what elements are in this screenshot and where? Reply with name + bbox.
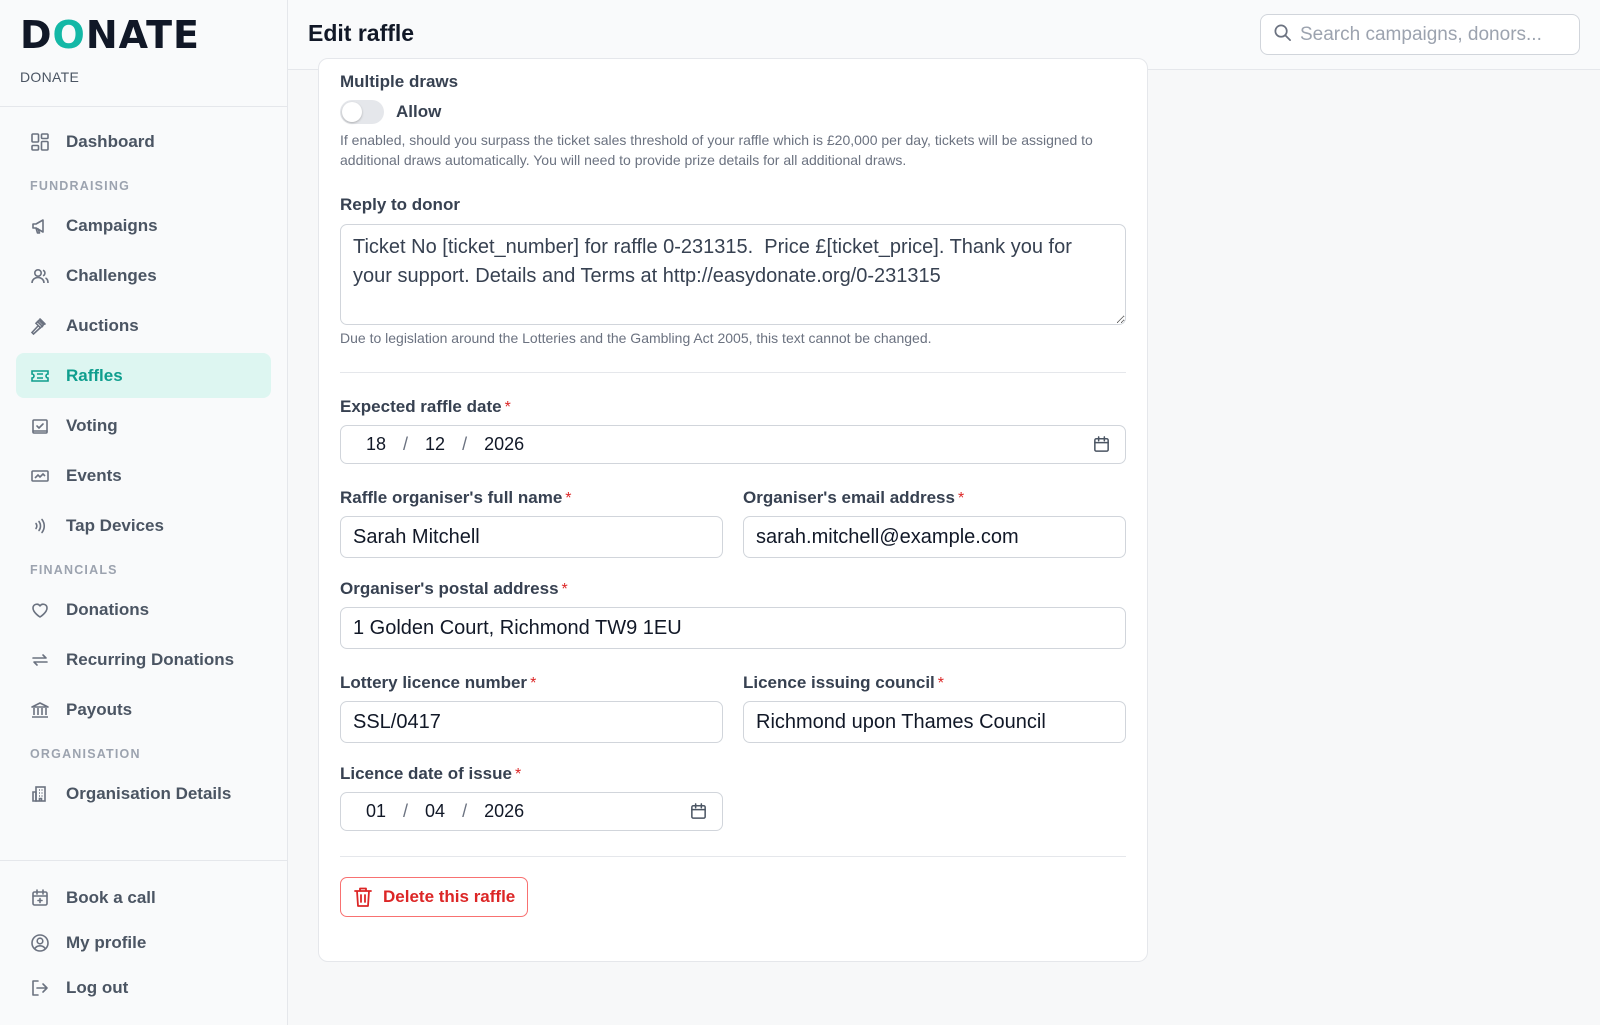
ballot-box-icon bbox=[30, 416, 50, 436]
calendar-icon[interactable] bbox=[689, 802, 708, 821]
required-marker: * bbox=[561, 581, 568, 598]
sidebar-item-label: Auctions bbox=[66, 315, 139, 335]
sidebar-item-book-call[interactable] bbox=[16, 875, 271, 920]
sidebar-item-dashboard[interactable] bbox=[16, 119, 271, 164]
sidebar-item-voting[interactable] bbox=[16, 403, 271, 448]
sidebar-item-donations[interactable] bbox=[16, 587, 271, 632]
brand-logo[interactable]: DONATE bbox=[20, 13, 200, 57]
contactless-icon bbox=[30, 516, 50, 536]
sidebar-item-payouts[interactable] bbox=[16, 687, 271, 732]
date-parts bbox=[366, 801, 524, 822]
multiple-draws-toggle[interactable] bbox=[340, 100, 384, 124]
date-separator: / bbox=[462, 434, 468, 454]
licence-row bbox=[340, 673, 1126, 743]
sidebar-item-label: My profile bbox=[66, 932, 147, 952]
date-month[interactable]: 12 bbox=[425, 434, 446, 454]
toggle-label: Allow bbox=[396, 102, 442, 121]
organiser-email-label: Organiser's email address bbox=[743, 488, 955, 507]
delete-raffle-button[interactable] bbox=[340, 877, 528, 917]
sidebar-item-challenges[interactable] bbox=[16, 253, 271, 298]
search-icon bbox=[1273, 23, 1292, 47]
organiser-row bbox=[340, 488, 1126, 558]
sidebar-item-tap-devices[interactable] bbox=[16, 503, 271, 548]
sidebar-item-raffles[interactable] bbox=[16, 353, 271, 398]
sidebar-item-label: Book a call bbox=[66, 887, 156, 907]
multiple-draws-toggle-row bbox=[340, 100, 1126, 124]
sidebar-item-log-out[interactable] bbox=[16, 965, 271, 1010]
sidebar-item-label: Dashboard bbox=[66, 131, 155, 151]
sidebar-item-label: Events bbox=[66, 465, 122, 485]
calendar-icon[interactable] bbox=[1092, 435, 1111, 454]
raffle-form bbox=[340, 70, 1126, 917]
sidebar-item-label: Raffles bbox=[66, 365, 123, 385]
postal-address-label: Organiser's postal address bbox=[340, 579, 559, 598]
multiple-draws-label: Multiple draws bbox=[340, 72, 459, 91]
date-separator: / bbox=[462, 801, 468, 821]
date-year[interactable]: 2026 bbox=[484, 434, 525, 454]
required-marker: * bbox=[504, 399, 511, 416]
calendar-plus-icon bbox=[30, 888, 50, 908]
heart-icon bbox=[30, 600, 50, 620]
postal-address-input[interactable]: 1 Golden Court, Richmond TW9 1EU bbox=[340, 607, 1126, 649]
users-icon bbox=[30, 266, 50, 286]
sidebar-item-label: Campaigns bbox=[66, 215, 158, 235]
required-marker: * bbox=[957, 490, 965, 507]
page-title: Edit raffle bbox=[308, 20, 415, 46]
required-marker: * bbox=[530, 675, 537, 692]
licence-council-input[interactable]: Richmond upon Thames Council bbox=[743, 701, 1126, 743]
megaphone-icon bbox=[30, 216, 50, 236]
divider bbox=[340, 372, 1126, 373]
gavel-icon bbox=[30, 316, 50, 336]
licence-date-input[interactable] bbox=[340, 792, 723, 831]
organiser-email-input[interactable]: sarah.mitchell@example.com bbox=[743, 516, 1126, 558]
multiple-draws-help: If enabled, should you surpass the ticket sales threshold of your raffle which is £20,000 per day, tickets will be assigned to additional draws automatically. You will need to provide prize details for all additional draws. bbox=[340, 132, 1093, 168]
sidebar-item-auctions[interactable] bbox=[16, 303, 271, 348]
logout-icon bbox=[30, 978, 50, 998]
sidebar-item-events[interactable] bbox=[16, 453, 271, 498]
trash-icon bbox=[353, 886, 373, 908]
dashboard-icon bbox=[30, 132, 50, 152]
sidebar-item-label: Log out bbox=[66, 977, 129, 997]
delete-raffle-label: Delete this raffle bbox=[383, 887, 516, 906]
sidebar-item-my-profile[interactable] bbox=[16, 920, 271, 965]
sidebar-item-label: Donations bbox=[66, 599, 150, 619]
search-box[interactable] bbox=[1260, 14, 1580, 55]
sidebar-item-label: Recurring Donations bbox=[66, 649, 235, 669]
sidebar-item-label: Payouts bbox=[66, 699, 133, 719]
licence-number-label: Lottery licence number bbox=[340, 673, 528, 692]
sidebar-item-campaigns[interactable] bbox=[16, 203, 271, 248]
event-ticket-icon bbox=[30, 466, 50, 486]
expected-date-label: Expected raffle date bbox=[340, 397, 502, 416]
nav-section-fundraising: FUNDRAISING bbox=[30, 179, 131, 193]
sidebar-item-label: Challenges bbox=[66, 265, 157, 285]
building-icon bbox=[30, 784, 50, 804]
sidebar-item-recurring-donations[interactable] bbox=[16, 637, 271, 682]
divider bbox=[340, 856, 1126, 857]
licence-date-label: Licence date of issue bbox=[340, 764, 512, 783]
date-separator: / bbox=[403, 801, 409, 821]
date-separator: / bbox=[403, 434, 409, 454]
repeat-icon bbox=[30, 650, 50, 670]
reply-to-donor-label: Reply to donor bbox=[340, 195, 460, 214]
organiser-name-label: Raffle organiser's full name bbox=[340, 488, 563, 507]
toggle-knob bbox=[342, 102, 362, 122]
date-parts bbox=[366, 434, 524, 455]
licence-council-label: Licence issuing council bbox=[743, 673, 935, 692]
user-circle-icon bbox=[30, 933, 50, 953]
sidebar-item-label: Voting bbox=[66, 415, 118, 435]
nav-section-organisation: ORGANISATION bbox=[30, 747, 141, 761]
date-day[interactable]: 01 bbox=[366, 801, 387, 821]
sidebar-item-organisation-details[interactable] bbox=[16, 771, 271, 816]
brand-area bbox=[0, 0, 287, 107]
search-input[interactable] bbox=[1300, 24, 1570, 46]
sidebar-footer-nav bbox=[0, 860, 287, 1010]
organiser-name-input[interactable]: Sarah Mitchell bbox=[340, 516, 723, 558]
reply-to-donor-help: Due to legislation around the Lotteries and the Gambling Act 2005, this text cannot be changed. bbox=[340, 330, 932, 346]
main-nav bbox=[0, 107, 287, 816]
required-marker: * bbox=[565, 490, 572, 507]
required-marker: * bbox=[937, 675, 945, 692]
bank-icon bbox=[30, 700, 50, 720]
reply-to-donor-textarea[interactable] bbox=[340, 224, 1126, 325]
brand-subtitle: DONATE bbox=[20, 69, 80, 85]
expected-date-input[interactable] bbox=[340, 425, 1126, 464]
licence-number-input[interactable]: SSL/0417 bbox=[340, 701, 723, 743]
ticket-icon bbox=[30, 366, 50, 386]
sidebar bbox=[0, 0, 288, 1025]
date-year[interactable]: 2026 bbox=[484, 801, 525, 821]
required-marker: * bbox=[514, 766, 522, 783]
sidebar-item-label: Tap Devices bbox=[66, 515, 164, 535]
nav-section-financials: FINANCIALS bbox=[30, 563, 118, 577]
sidebar-item-label: Organisation Details bbox=[66, 783, 232, 803]
date-day[interactable]: 18 bbox=[366, 434, 387, 454]
date-month[interactable]: 04 bbox=[425, 801, 446, 821]
